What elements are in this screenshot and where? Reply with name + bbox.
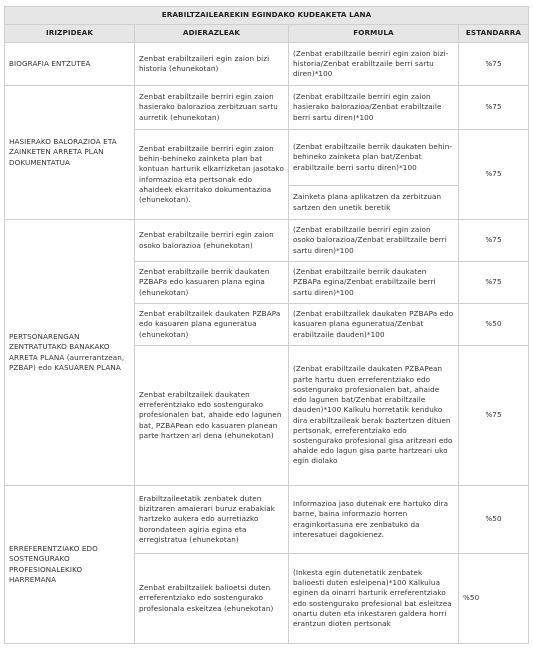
indicator-cell: Zenbat erabiltzaile berrik daukaten PZBAPa edo kasuaren plana egina (ehunekotan) — [135, 262, 289, 304]
formula-cell: (Zenbat erabiltzaile berrik daukaten PZBAPa egina/Zenbat erabiltzaile berri sartu diren)*100 — [289, 262, 459, 304]
indicator-cell: Zenbat erabiltzailek daukaten erreferentziako edo sostengurako profesionalen bat, ahaide edo lagunen bat, PZBAPean edo kasuaren planean parte hartzen ari dena (ehunekotan) — [135, 346, 289, 486]
header-criteria: IRIZPIDEAK — [5, 25, 135, 43]
formula-cell: (Zenbat erabiltzaile daukaten PZBAPean parte hartu duen erreferentziako edo sostengurako profesionalen bat, ahaide edo lagunen bat/Zenbat erabiltzaile dauden)*100 Kalkulu horretatik kenduko dira erabiltzaileak berak baztertzen dituen pertsonak, erreferentziako edo sostengurako profesional gisa aritzeari edo ahaide edo lagun gisa parte hartzeari uko egin diolako — [289, 346, 459, 486]
indicator-cell: Zenbat erabiltzaile berriri egin zaion hasierako balorazioa zerbitzuan sartu aurretik (ehunekotan) — [135, 86, 289, 130]
indicator-cell: Zenbat erabiltzaile berriri egin zaion osoko balorazioa (ehunekotan) — [135, 220, 289, 262]
standard-cell: %75 — [459, 220, 529, 262]
indicator-cell: Erabiltzaileetatik zenbatek duten bizitzaren amaierari buruz erabakiak hartzeko aukera edo aurretiazko borondateen agiria egina eta erregistratua (ehunekotan) — [135, 486, 289, 554]
formula-cell: Informazioa jaso dutenak ere hartuko dira barne, baina informazio horren eraginkortasuna ere zenbatuko da interesatuei dagokienez. — [289, 486, 459, 554]
indicator-cell: Zenbat erabiltzailek balioetsi duten erreferentziako edo sostengurako profesionala eskeitzea (ehunekotan) — [135, 554, 289, 644]
standard-cell: %50 — [459, 554, 529, 644]
formula-cell: (Zenbat erabiltzailek daukaten PZBAPa edo kasuaren plana eguneratua/Zenbat erabiltzaile dauden)*100 — [289, 304, 459, 346]
standard-cell: %75 — [459, 43, 529, 86]
standard-cell: %50 — [459, 486, 529, 554]
standard-cell: %75 — [459, 346, 529, 486]
header-formula: FORMULA — [289, 25, 459, 43]
formula-cell: (Zenbat erabiltzaile berriri egin zaion osoko balorazioa/Zenbat erabiltzaile berri sartu diren)*100 — [289, 220, 459, 262]
table-row — [5, 43, 529, 86]
table-row — [5, 486, 529, 554]
criterion-cell: HASIERAKO BALORAZIOA ETA ZAINKETEN ARRETA PLAN DOKUMENTATUA — [5, 86, 135, 220]
standard-cell: %75 — [459, 86, 529, 130]
standard-cell: %50 — [459, 304, 529, 346]
standard-cell: %75 — [459, 262, 529, 304]
indicator-cell: Zenbat erabiltzaileri egin zaion bizi historia (ehunekotan) — [135, 43, 289, 86]
indicator-cell: Zenbat erabiltzailek daukaten PZBAPa edo kasuaren plana eguneratua (ehunekotan) — [135, 304, 289, 346]
table-row — [5, 220, 529, 262]
standard-cell: %75 — [459, 130, 529, 220]
criterion-cell: BIOGRAFIA ENTZUTEA — [5, 43, 135, 86]
formula-cell: (Zenbat erabiltzaile berriri egin zaion bizi-historia/Zenbat erabiltzaile berri sartu diren)*100 — [289, 43, 459, 86]
formula-cell: (Zenbat erabiltzaile berriri egin zaion hasierako balorazioa/Zenbat erabiltzaile berri sartu diren)*100 — [289, 86, 459, 130]
indicator-cell: Zenbat erabiltzaile berriri egin zaion behin-behineko zainketa plan bat kontuan harturik elkarrizketan jasotako informazioa eta pertsonak edo ahaideek ekarritako dokumentazioa (ehunekotan). — [135, 130, 289, 220]
table-title: ERABILTZAILEAREKIN EGINDAKO KUDEAKETA LANA — [5, 7, 529, 25]
header-indicators: ADIERAZLEAK — [135, 25, 289, 43]
criterion-cell: PERTSONARENGAN ZENTRATUTAKO BANAKAKO ARRETA PLANA (aurrerantzean, PZBAP) edo KASUAREN PLANA — [5, 220, 135, 486]
management-table — [4, 6, 529, 644]
header-standard: ESTANDARRA — [459, 25, 529, 43]
criterion-cell: ERREFERENTZIAKO EDO SOSTENGURAKO PROFESIONALEKIKO HARREMANA — [5, 486, 135, 644]
formula-note-cell: Zainketa plana aplikatzen da zerbitzuan sartzen den unetik beretik — [289, 186, 459, 220]
table-row — [5, 86, 529, 130]
formula-cell: (Zenbat erabiltzaile berrik daukaten behin-behineko zainketa plan bat/Zenbat erabiltzaile berri sartu diren)*100 — [289, 130, 459, 186]
formula-cell: (Inkesta egin dutenetatik zenbatek balioesti duten esleipena)*100 Kalkulua eginen da oinarri harturik erreferentziako edo sostengurako profesional bat esleitzea onartu duten eta inkestaren galdera horri erantzun dioten pertsonak — [289, 554, 459, 644]
